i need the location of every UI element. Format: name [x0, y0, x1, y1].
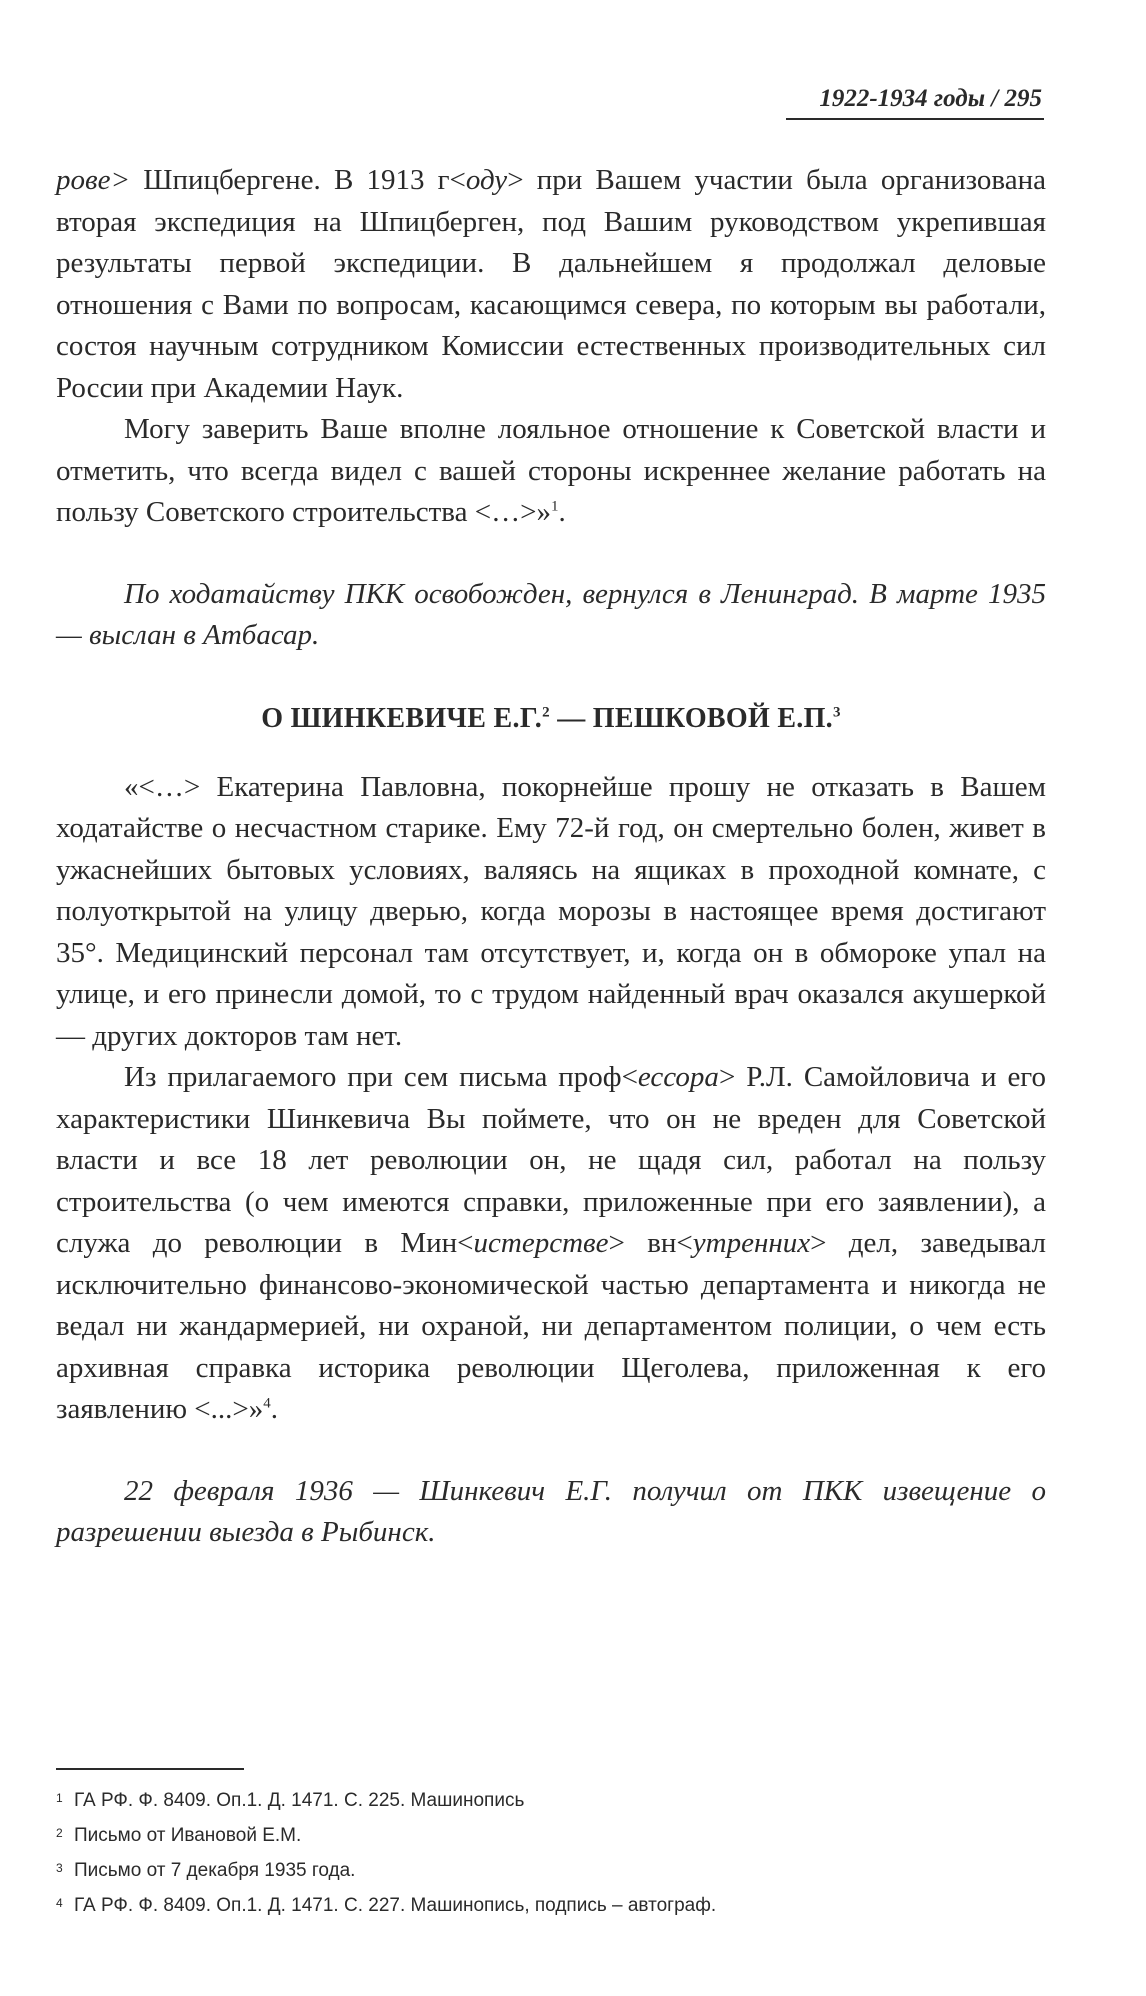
- page-body: [56, 160, 1046, 1554]
- footnote-ref: 1: [550, 498, 559, 515]
- footnote-number: 3: [56, 1861, 63, 1875]
- italic-run: рове>: [56, 164, 131, 196]
- paragraph-samoilovich-letter: [56, 1057, 1046, 1431]
- text-run: > дел, заведывал исключительно финансово-экономической частью департамента и никогда не ведал ни жандармерией, ни охраной, ни департаментом полиции, о чем есть архивная справка историка революции Щеголева, приложенная к его заявлению <...>»: [56, 1227, 1046, 1425]
- footnotes: [56, 1782, 1046, 1922]
- header-rule: [786, 118, 1044, 120]
- italic-run: ессора: [637, 1061, 719, 1093]
- footnote-text: Письмо от 7 декабря 1935 года.: [74, 1860, 356, 1881]
- italic-run: оду: [465, 164, 508, 196]
- footnote-number: 4: [56, 1896, 63, 1910]
- text-run: .: [558, 496, 566, 528]
- footnote-4: [56, 1887, 1046, 1922]
- text-run: 22 февраля 1936 — Шинкевич Е.Г. получил от ПКК извещение о разрешении выезда в Рыбинск.: [56, 1474, 1046, 1548]
- footnote-number: 2: [56, 1826, 63, 1840]
- footnote-text: ГА РФ. Ф. 8409. Оп.1. Д. 1471. С. 225. Машинопись: [74, 1790, 525, 1811]
- footnote-ref: 3: [832, 704, 841, 721]
- paragraph-loyalty: [56, 409, 1046, 534]
- footnote-rule: [56, 1768, 244, 1770]
- text-run: О ШИНКЕВИЧЕ Е.Г.: [261, 702, 543, 734]
- text-run: — ПЕШКОВОЙ Е.П.: [549, 702, 833, 734]
- footnote-text: Письмо от Ивановой Е.М.: [74, 1825, 302, 1846]
- section-title: [56, 701, 1046, 737]
- footnote-text: ГА РФ. Ф. 8409. Оп.1. Д. 1471. С. 227. Машинопись, подпись – автограф.: [74, 1895, 717, 1916]
- text-run: > при Вашем участии была организована вторая экспедиция на Шпицберген, под Вашим руководством укрепившая результаты первой экспедиции. В дальнейшем я продолжал деловые отношения с Вами по вопросам, касающимся севера, по которым вы работали, состоя научным сотрудником Комиссии естественных производительных сил России при Академии Наук.: [56, 164, 1046, 404]
- editorial-note-release: [56, 574, 1046, 657]
- footnote-ref: 4: [263, 1395, 271, 1412]
- footnote-3: [56, 1852, 1046, 1887]
- footnote-2: [56, 1817, 1046, 1852]
- text-run: По ходатайству ПКК освобожден, вернулся в Ленинград. В марте 1935 — выслан в Атбасар.: [56, 577, 1046, 651]
- editorial-note-permission: [56, 1471, 1046, 1554]
- paragraph-continuation: [56, 160, 1046, 409]
- text-run: Могу заверить Ваше вполне лояльное отношение к Советской власти и отметить, что всегда видел с вашей стороны искреннее желание работать на пользу Советского строительства <…>»: [56, 413, 1046, 528]
- text-run: .: [270, 1393, 278, 1425]
- running-header: 1922-1934 годы / 295: [819, 85, 1042, 112]
- footnote-1: [56, 1782, 1046, 1817]
- footnote-number: 1: [56, 1791, 63, 1805]
- italic-run: утренних: [692, 1227, 811, 1259]
- text-run: Шпицбергене. В 1913 г<: [130, 164, 466, 196]
- italic-run: истерстве: [473, 1227, 609, 1259]
- text-run: «<…> Екатерина Павловна, покорнейше прошу не отказать в Вашем ходатайстве о несчастном старике. Ему 72-й год, он смертельно болен, живет в ужаснейших бытовых условиях, валяясь на ящиках в проходной комнате, с полуоткрытой на улицу дверью, когда морозы в настоящее время достигают 35°. Медицинский персонал там отсутствует, и, когда он в обмороке упал на улице, и его принесли домой, то с трудом найденный врач оказался акушеркой — других докторов там нет.: [56, 770, 1046, 1052]
- text-run: > Р.Л. Самойловича и его характеристики Шинкевича Вы поймете, что он не вреден для Советской власти и все 18 лет революции он, не щадя сил, работал на пользу строительства (о чем имеются справки, приложенные при его заявлении), а служа до революции в Мин<: [56, 1061, 1046, 1259]
- footnote-ref: 2: [542, 704, 550, 721]
- text-run: Из прилагаемого при сем письма проф<: [124, 1061, 638, 1093]
- text-run: > вн<: [608, 1227, 693, 1259]
- paragraph-petition: [56, 767, 1046, 1058]
